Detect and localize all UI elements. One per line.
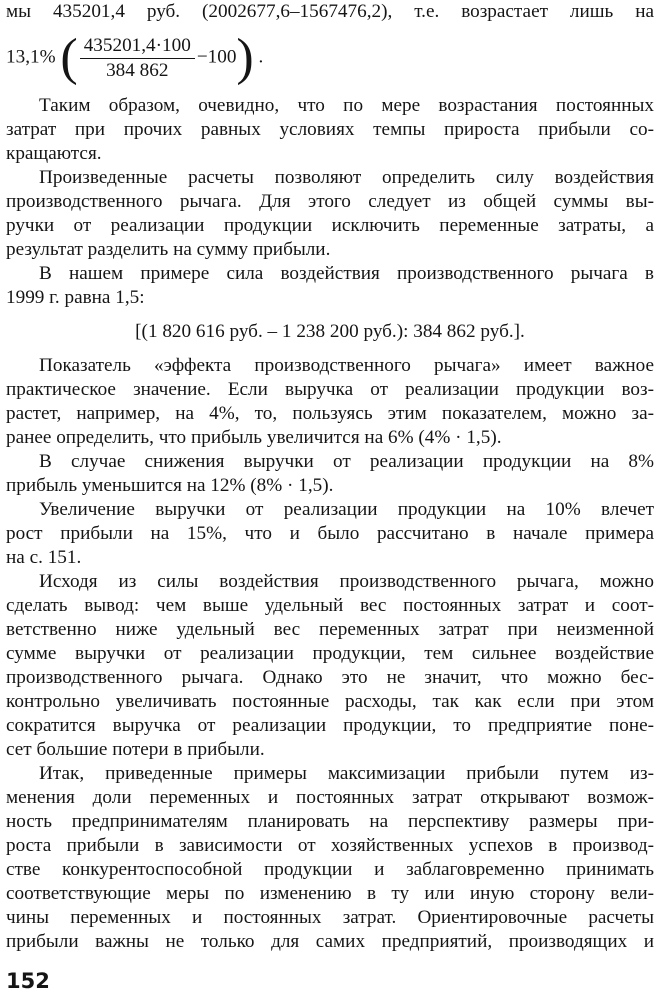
text-line: Итак, приведенные примеры максимизации прибыли путем из-	[39, 763, 654, 784]
text-line: ность предпринимателям планировать на перспективу размеры при-	[6, 811, 654, 832]
left-paren: (	[60, 29, 78, 86]
page-number: 152	[6, 969, 50, 993]
text-line: ранее определить, что прибыль увеличится на 6% (4% · 1,5).	[6, 427, 502, 448]
text-line: 1999 г. равна 1,5:	[6, 287, 145, 308]
text-line: стве конкурентоспособной продукции и заблаговременно принимать	[6, 859, 654, 880]
percent-value: 13,1%	[6, 46, 56, 68]
percent-formula	[6, 28, 654, 94]
text-line: на с. 151.	[6, 547, 82, 568]
text-line: затрат при прочих равных условиях темпы прироста прибыли со-	[6, 119, 654, 140]
text-line: Исходя из силы воздействия производственного рычага, можно	[39, 571, 654, 592]
text-line: сделать вывод: чем выше удельный вес постоянных затрат и соот-	[6, 595, 654, 616]
text-line: результат разделить на сумму прибыли.	[6, 239, 331, 260]
text-line: сократится выручка от реализации продукции, то предприятие поне-	[6, 715, 654, 736]
text-line: сумме выручки от реализации продукции, тем сильнее воздействие	[6, 643, 654, 664]
text-line: прибыль уменьшится на 12% (8% · 1,5).	[6, 475, 334, 496]
leverage-formula: [(1 820 616 руб. – 1 238 200 руб.): 384 862 руб.].	[135, 321, 525, 342]
fraction	[80, 34, 195, 83]
text-line: кращаются.	[6, 143, 102, 164]
text-line: производственного рычага. Для этого следует из общей суммы вы-	[6, 191, 654, 212]
minus-hundred: −100	[196, 46, 237, 68]
text-line: контрольно увеличивать постоянные расходы, так как если при этом	[6, 691, 654, 712]
text-line: мы 435201,4 руб. (2002677,6–1567476,2), т.е. возрастает лишь на	[6, 1, 654, 22]
text-line: Показатель «эффекта производственного рычага» имеет важное	[39, 355, 654, 376]
sentence-end: .	[258, 46, 264, 68]
text-line: сет большие потери в прибыли.	[6, 739, 265, 760]
text-line: чины переменных и постоянных затрат. Ориентировочные расчеты	[6, 907, 654, 928]
text-line: В случае снижения выручки от реализации продукции на 8%	[39, 451, 654, 472]
text-line: роста прибыли в зависимости от хозяйственных успехов в производ-	[6, 835, 654, 856]
text-line: ручки от реализации продукции исключить переменные затраты, а	[6, 215, 654, 236]
text-line: Таким образом, очевидно, что по мере возрастания постоянных	[39, 95, 654, 116]
right-paren: )	[236, 29, 254, 86]
text-line: практическое значение. Если выручка от реализации продукции воз-	[6, 379, 654, 400]
text-line: В нашем примере сила воздействия производственного рычага в	[39, 263, 654, 284]
text-line: рост прибыли на 15%, что и было рассчитано в начале примера	[6, 523, 654, 544]
fraction-numerator: 435201,4·100	[80, 34, 195, 59]
text-line: прибыли важны не только для самих предприятий, производящих и	[6, 931, 654, 952]
text-line: Увеличение выручки от реализации продукции на 10% влечет	[39, 499, 654, 520]
text-line: растет, например, на 4%, то, пользуясь этим показателем, можно за-	[6, 403, 654, 424]
text-line: Произведенные расчеты позволяют определить силу воздействия	[39, 167, 654, 188]
fraction-denominator: 384 862	[106, 59, 169, 81]
text-line: ветственно ниже удельный вес переменных затрат при неизменной	[6, 619, 654, 640]
text-line: соответствующие меры по изменению в ту или иную сторону вели-	[6, 883, 654, 904]
text-line: менения доли переменных и постоянных затрат открывают возмож-	[6, 787, 654, 808]
text-line: производственного рычага. Однако это не значит, что можно бес-	[6, 667, 654, 688]
